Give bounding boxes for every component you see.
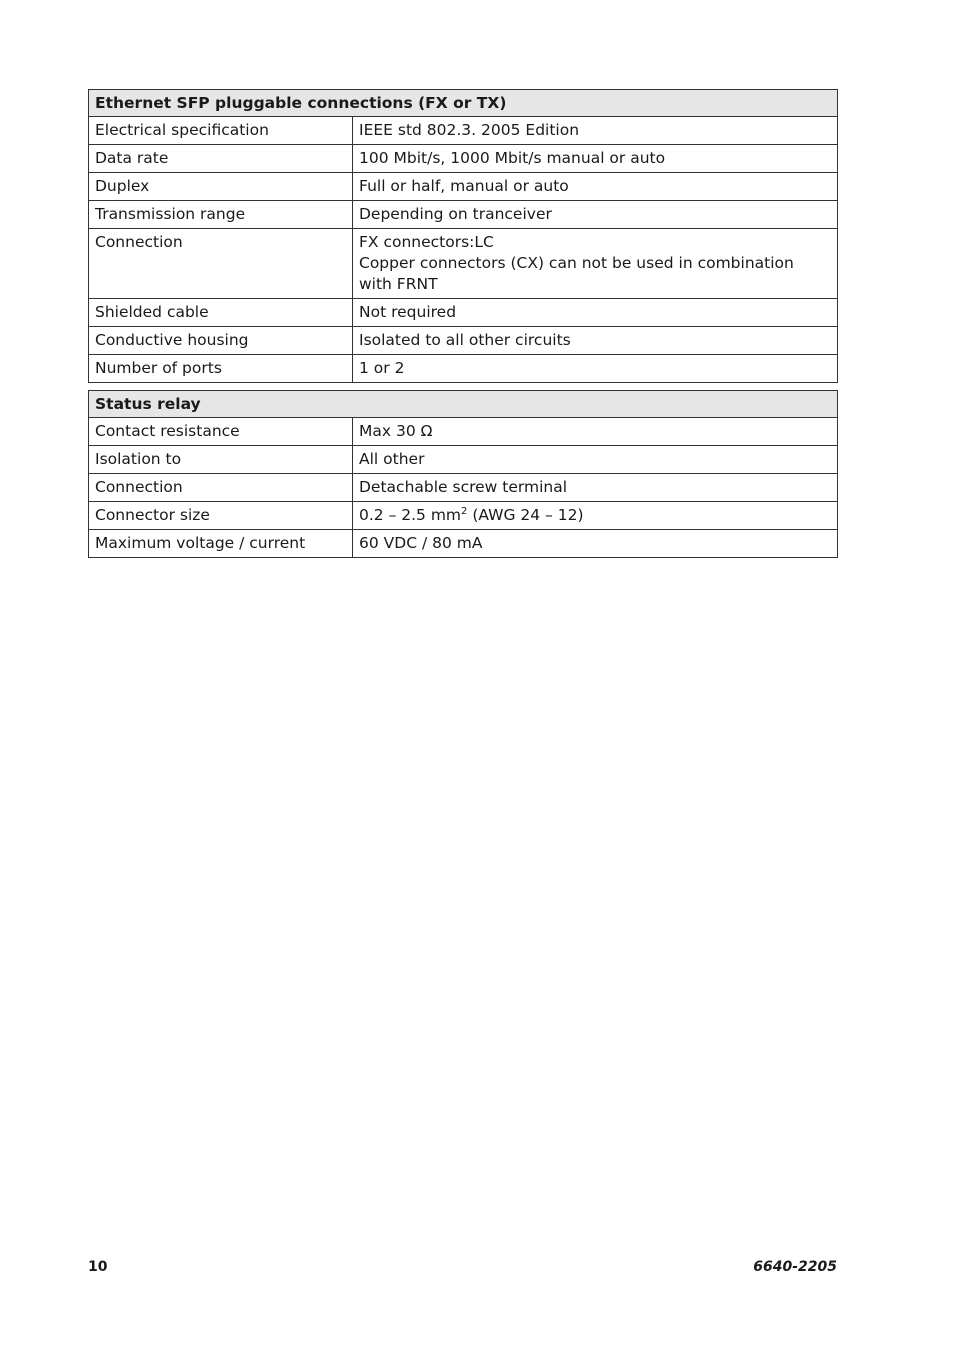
row-value: Not required	[353, 299, 838, 327]
superscript: 2	[461, 505, 468, 517]
row-value: All other	[353, 446, 838, 474]
row-value: 1 or 2	[353, 355, 838, 383]
row-label: Connection	[89, 229, 353, 299]
row-value: Max 30 Ω	[353, 418, 838, 446]
table-row	[89, 229, 838, 299]
row-value: 60 VDC / 80 mA	[353, 530, 838, 558]
value-text: (AWG 24 – 12)	[467, 506, 584, 524]
table-header-row	[89, 391, 838, 418]
table-row	[89, 299, 838, 327]
status-relay-table	[88, 390, 838, 558]
row-value	[353, 229, 838, 299]
table-title: Status relay	[89, 391, 838, 418]
row-value: Isolated to all other circuits	[353, 327, 838, 355]
row-label: Isolation to	[89, 446, 353, 474]
table-header-row	[89, 90, 838, 117]
row-label: Connector size	[89, 502, 353, 530]
page-number: 10	[88, 1259, 108, 1275]
table-row	[89, 446, 838, 474]
row-value: Full or half, manual or auto	[353, 173, 838, 201]
row-value	[353, 502, 838, 530]
row-label: Number of ports	[89, 355, 353, 383]
table-row	[89, 145, 838, 173]
row-label: Duplex	[89, 173, 353, 201]
row-value-line: Copper connectors (CX) can not be used in combination with FRNT	[359, 254, 794, 293]
row-label: Connection	[89, 474, 353, 502]
table-row	[89, 502, 838, 530]
row-label: Contact resistance	[89, 418, 353, 446]
table-row	[89, 530, 838, 558]
table-row	[89, 418, 838, 446]
table-row	[89, 355, 838, 383]
row-value: Detachable screw terminal	[353, 474, 838, 502]
row-label: Electrical specification	[89, 117, 353, 145]
row-value: IEEE std 802.3. 2005 Edition	[353, 117, 838, 145]
value-text: 0.2 – 2.5 mm	[359, 506, 462, 524]
table-title: Ethernet SFP pluggable connections (FX or TX)	[89, 90, 838, 117]
document-number: 6640-2205	[753, 1259, 837, 1275]
table-row	[89, 474, 838, 502]
row-label: Shielded cable	[89, 299, 353, 327]
table-row	[89, 117, 838, 145]
row-label: Maximum voltage / current	[89, 530, 353, 558]
row-label: Data rate	[89, 145, 353, 173]
row-label: Conductive housing	[89, 327, 353, 355]
row-label: Transmission range	[89, 201, 353, 229]
row-value: 100 Mbit/s, 1000 Mbit/s manual or auto	[353, 145, 838, 173]
table-row	[89, 201, 838, 229]
ethernet-sfp-table	[88, 89, 838, 383]
table-row	[89, 173, 838, 201]
row-value: Depending on tranceiver	[353, 201, 838, 229]
row-value-line: FX connectors:LC	[359, 233, 494, 251]
table-row	[89, 327, 838, 355]
